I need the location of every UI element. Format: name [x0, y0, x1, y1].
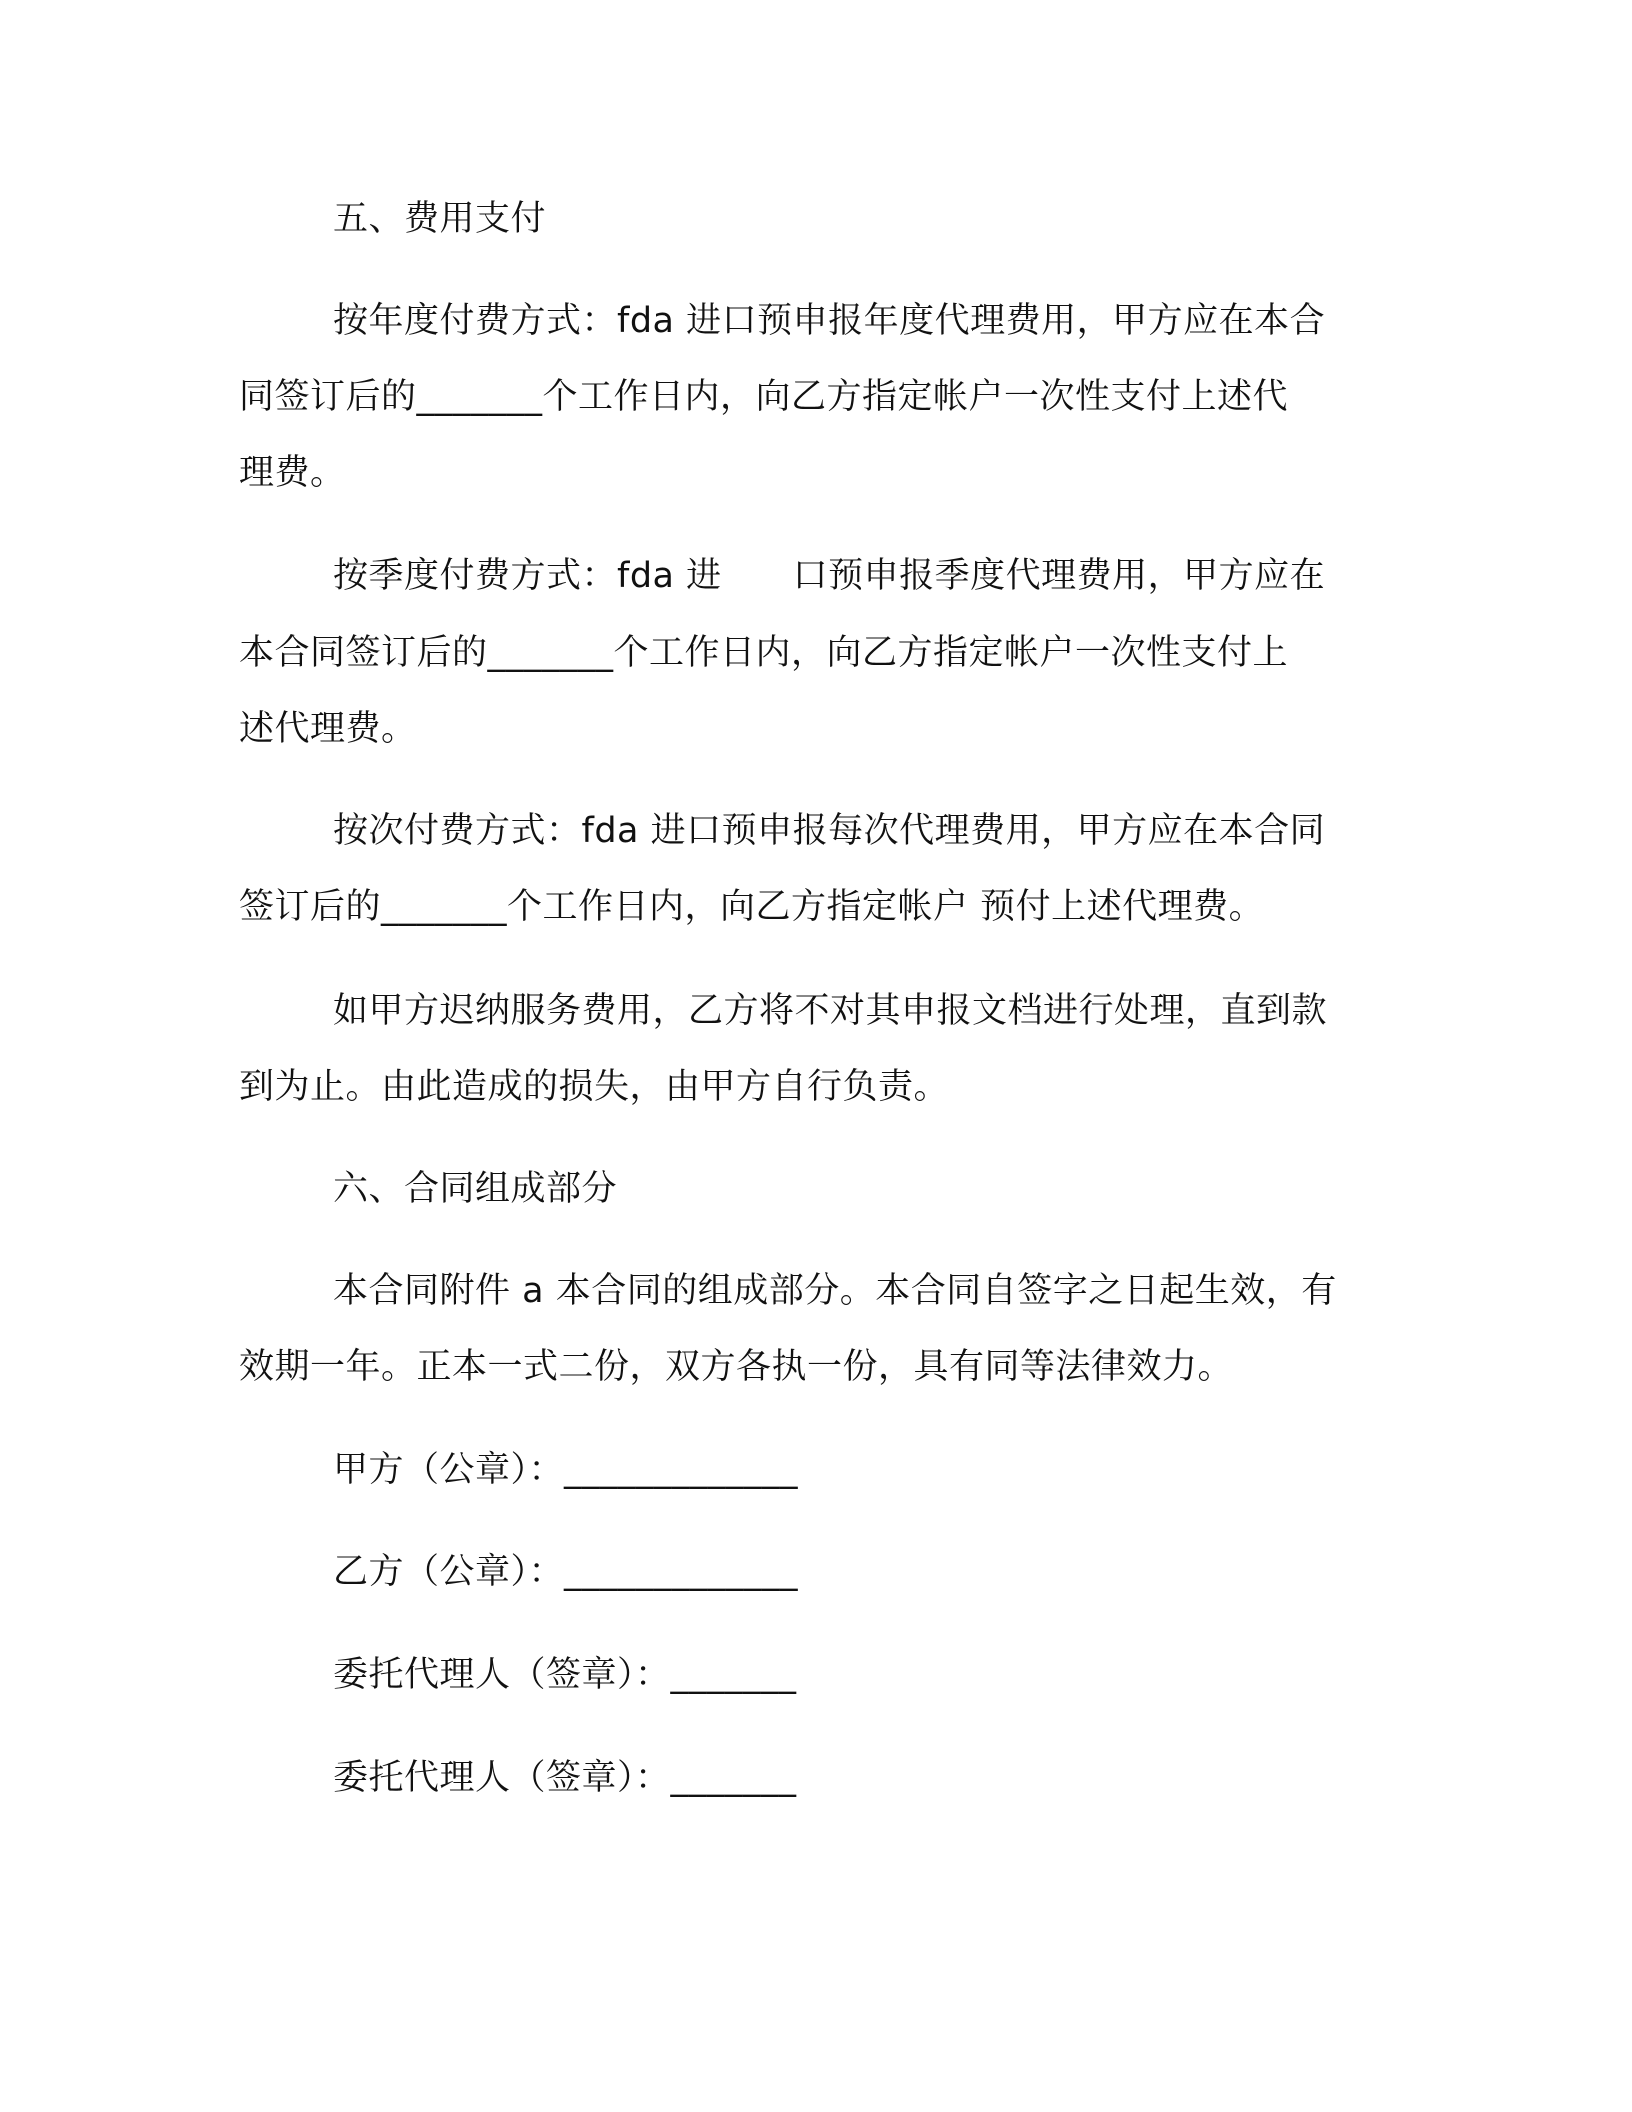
section-6-heading: 六、合同组成部分 [333, 1169, 618, 1209]
composition-line-1: 本合同附件 a 本合同的组成部分。本合同自签字之日起生效，有 [333, 1271, 1337, 1311]
agent-signature-line-1: 委托代理人（签章）：_______ [333, 1655, 797, 1695]
late-payment-line-2: 到为止。由此造成的损失，由甲方自行负责。 [239, 1067, 950, 1107]
composition-line-2: 效期一年。正本一式二份，双方各执一份，具有同等法律效力。 [239, 1347, 1234, 1387]
quarterly-payment-line-1: 按季度付费方式：fda 进 口预申报季度代理费用，甲方应在 [333, 556, 1326, 596]
late-payment-line-1: 如甲方迟纳服务费用，乙方将不对其申报文档进行处理，直到款 [333, 991, 1328, 1031]
quarterly-payment-line-3: 述代理费。 [239, 709, 417, 749]
per-use-payment-line-2: 签订后的_______个工作日内，向乙方指定帐户 预付上述代理费。 [239, 887, 1265, 927]
agent-signature-line-2: 委托代理人（签章）：_______ [333, 1758, 797, 1798]
annual-payment-line-1: 按年度付费方式：fda 进口预申报年度代理费用，甲方应在本合 [333, 301, 1326, 341]
section-5-heading: 五、费用支付 [333, 199, 547, 239]
party-b-seal-line: 乙方（公章）：_____________ [333, 1552, 799, 1592]
annual-payment-line-3: 理费。 [239, 453, 346, 493]
per-use-payment-line-1: 按次付费方式：fda 进口预申报每次代理费用，甲方应在本合同 [333, 811, 1326, 851]
quarterly-payment-line-2: 本合同签订后的_______个工作日内，向乙方指定帐户一次性支付上 [239, 633, 1289, 673]
party-a-seal-line: 甲方（公章）：_____________ [333, 1450, 799, 1490]
annual-payment-line-2: 同签订后的_______个工作日内，向乙方指定帐户一次性支付上述代 [239, 377, 1289, 417]
